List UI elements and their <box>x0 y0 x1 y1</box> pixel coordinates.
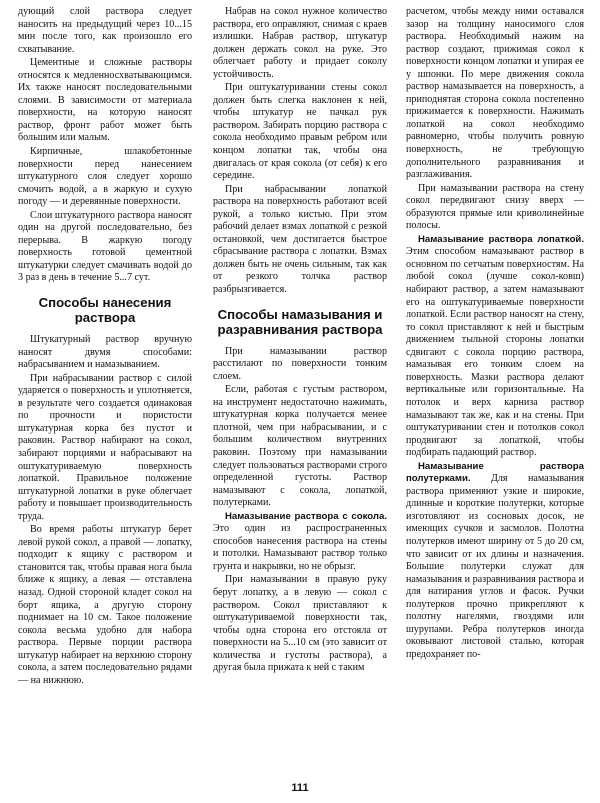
paragraph <box>406 234 584 460</box>
run-in-heading: Намазывание раствора лопаткой. <box>418 233 584 245</box>
column-right <box>406 6 584 661</box>
paragraph: расчетом, чтобы между ними оставался зазор на толщину наносимого слоя раствора. Необходимый нажим на раствор создают, прижимая сокол к поверхности концом лопатки и упирая ее у шпонки. По мере движения сокола раствор намазывается на поверхность, а приподнятая сторона сокола постепенно прижимается к поверхности. Нажимать лопаткой на сокол необходимо равномерно, чтобы получить ровную поверхность, не требующую дополнительного разравнивания и разглаживания. <box>406 6 584 181</box>
run-in-heading: Намазывание раствора полутерками. <box>406 460 584 485</box>
paragraph: Набрав на сокол нужное количество раствора, его оправляют, снимая с краев излишки. Набрав раствор, штукатур должен держать сокол на руке. Это облегчает работу и придает соколу устойчивость. <box>213 6 387 80</box>
paragraph: При намазывании раствор расстилают по поверхности тонким слоем. <box>213 345 387 382</box>
paragraph <box>213 511 387 574</box>
run-in-heading: Намазывание раствора с сокола. <box>225 510 387 522</box>
paragraph: При намазывании раствора на стену сокол передвигают снизу вверх — образуются прямые или криволинейные полосы. <box>406 182 584 232</box>
paragraph: Штукатурный раствор вручную наносят двумя способами: набрасыванием и намазыванием. <box>18 334 192 371</box>
paragraph-text: Для намазывания раствора применяют узкие и широкие, длинные и короткие полутерки, которые изготовляют из сосновых досок, не имеющих сучков и засмолов. Полотна полутерков имеют ширину от 5 до 20 см, что зависит от их длины и назначения. Большие полутерки служат для намазывания и разравнивания раствора и для натирания углов и фасок. Ручки полутерков прочно прикрепляют к полотну нагелями, гвоздями или шурупами. Ребра полутерков иногда оковывают листовой сталью, которая предохраняет по- <box>406 473 584 660</box>
section-heading: Способы намазывания и разравнивания раствора <box>217 306 383 337</box>
paragraph: Во время работы штукатур берет левой рукой сокол, а правой — лопатку, подходит к ящику с раствором и становится так, чтобы правая нога была ближе к ящику, а левая — отставлена назад. Одной стороной кладет сокол на борт ящика, а другую сторону поднимает на 10 см. Такое положение сокола весьма удобно для набора раствора. Первые порции раствора штукатур набирает на верхнюю сторону сокола, а затем последовательно рядами — на нижнюю. <box>18 524 192 686</box>
paragraph: При набрасывании лопаткой раствора на поверхность работают всей рукой, а только кистью. При этом рабочий делает взмах лопаткой с резкой остановкой, чем достигается быстрое сбрасывание раствора с лопатки. Взмах должен быть не очень сильным, так как от резкого толчка раствор разбрызгивается. <box>213 183 387 296</box>
page-number: 111 <box>291 782 309 794</box>
paragraph: При оштукатуривании стены сокол должен быть слегка наклонен к ней, чтобы штукатур не пачкал рук раствором. Забирать порцию раствора с сокола необходимо правым ребром или концом лопатки так, чтобы она двигалась от края сокола (от себя) к его середине. <box>213 82 387 182</box>
paragraph: дующий слой раствора следует наносить на предыдущий через 10...15 мин после того, как произошло его схватывание. <box>18 6 192 55</box>
paragraph: Если, работая с густым раствором, на инструмент недостаточно нажимать, штукатурная корка получается менее плотной, чем при набрасывании, и с большим количеством внутренних раковин. Поэтому при намазывании следует пользоваться растворами строго определенной густоты. Раствор намазывают с сокола, лопаткой, полутерками. <box>213 384 387 509</box>
paragraph-text: Этим способом намазывают раствор в основном по сетчатым поверхностям. На любой сокол (лучше сокол-ковш) набирают раствор, а затем намазывают его на оштукатуриваемые поверхности лопаткой. Если раствор наносят на стену, то сокол приставляют к ней и быстрым движением тыльной стороны лопатки сдвигают с сокола порцию раствора, намазывая его тонким слоем на поверхность. Мазки раствора делают вертикальные или горизонтальные. На потолок и верх карниза раствор намазывают так же, как и на стены. При оштукатуривании стен и потолков сокол продвигают за лопаткой, чтобы подбирать падающий раствор. <box>406 246 584 459</box>
paragraph: При набрасывании раствор с силой ударяется о поверхность и уплотняется, в результате чего создается одинаковая по прочности и пористости штукатурная корка без пустот и раковин. Раствор набирают на сокол, забирают порциями и набрасывают на оштукатуриваемую поверхность лопаткой. Правильное положение штукатурной лопатки в руке облегчает работу и повышает производительность труда. <box>18 372 192 522</box>
paragraph-text: Это один из распространенных способов нанесения раствора на стены и потолки. Намазывают раствор только грунта и накрывки, но не обрызг. <box>213 523 387 572</box>
paragraph: Цементные и сложные растворы относятся к медленносхватывающимся. Их также наносят последовательными слоями. В зависимости от материала поверхности, на которую наносят раствор, фронт работ может быть большим или малым. <box>18 57 192 144</box>
paragraph <box>406 461 584 662</box>
column-middle <box>213 6 387 675</box>
paragraph: При намазывании в правую руку берут лопатку, а в левую — сокол с раствором. Сокол приставляют к оштукатуриваемой поверхности так, чтобы одна сторона его отстояла от поверхности на 5...10 см (это зависит от количества и густоты раствора), а другая была прижата к ней с таким <box>213 574 387 674</box>
column-left <box>18 6 192 687</box>
section-heading: Способы нанесения раствора <box>38 295 172 326</box>
paragraph: Слои штукатурного раствора наносят один на другой последовательно, без перерыва. В жаркую погоду поверхность готовой цементной штукатурки следует смачивать водой до 3 раз в день в течение 5...7 сут. <box>18 209 192 284</box>
paragraph: Кирпичные, шлакобетонные поверхности перед нанесением штукатурного слоя следует хорошо смочить водой, а в жаркую и сухую погоду — и деревянные поверхности. <box>18 146 192 208</box>
